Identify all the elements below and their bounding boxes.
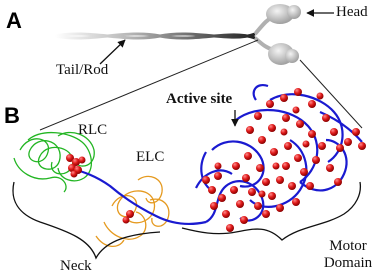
panel-label-a: A bbox=[6, 8, 22, 33]
motor-domain-label: Motor Domain bbox=[323, 238, 373, 271]
zoom-line-left bbox=[40, 40, 258, 130]
rlc-label: RLC bbox=[78, 122, 108, 138]
myosin-heads bbox=[255, 4, 301, 65]
myosin-tail-rod bbox=[55, 34, 255, 38]
active-site-label: Active site bbox=[166, 91, 233, 107]
tail-arrow bbox=[100, 40, 125, 64]
head-label: Head bbox=[336, 4, 368, 20]
neck-label: Neck bbox=[60, 258, 92, 274]
panel-label-b: B bbox=[4, 103, 20, 128]
elc-label: ELC bbox=[136, 149, 165, 165]
tail-rod-label: Tail/Rod bbox=[56, 62, 109, 78]
neck-brace bbox=[13, 182, 160, 258]
